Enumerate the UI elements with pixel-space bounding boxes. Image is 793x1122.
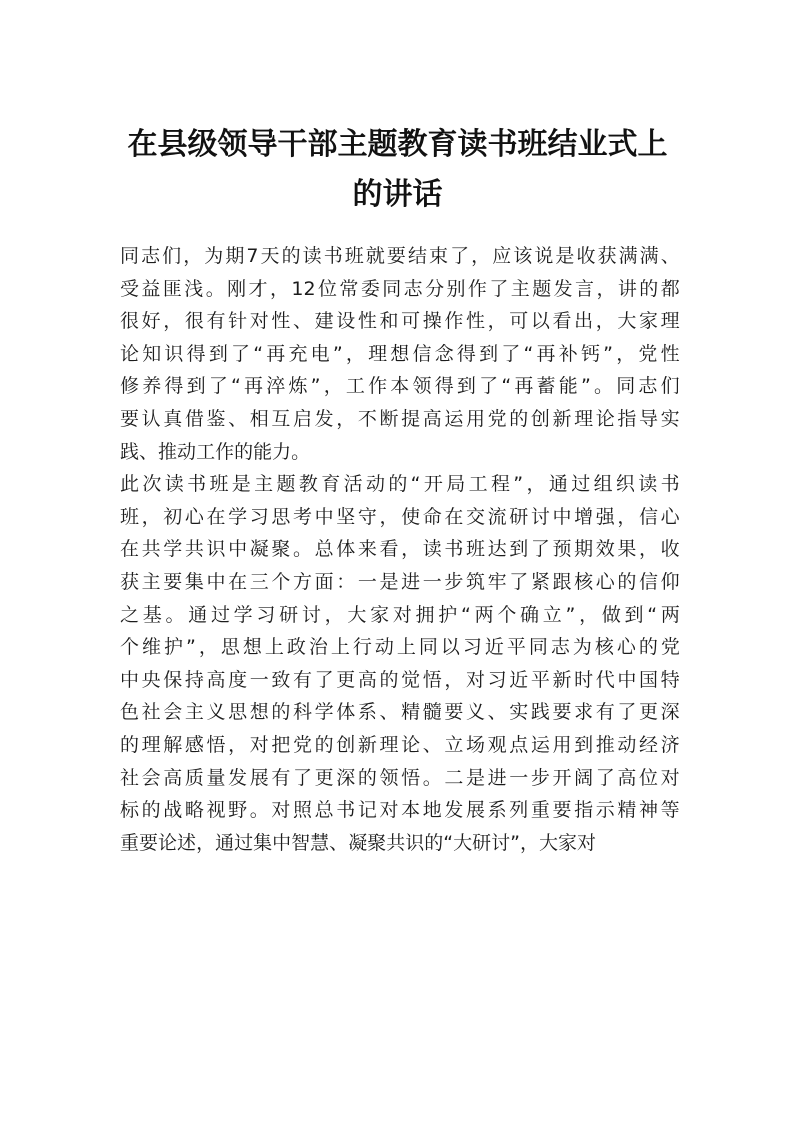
text-line: 重 要 论 述 ， 通 过 集 中 智 慧 、 凝 聚 共 识 的 “ 大 研 讨 ” ， 大 家 对 bbox=[120, 831, 597, 854]
text-line: 同 志 们 ， 为 期 7 天 的 读 书 班 就 要 结 束 了 ， 应 该 说 是 收 获 满 满 、 bbox=[120, 245, 680, 267]
title-line: 在县级领导干部主题教育读书班结业式上 bbox=[127, 127, 668, 162]
paragraph bbox=[120, 468, 680, 859]
text-line: 在 共 学 共 识 中 凝 聚 。 总 体 来 看 ， 读 书 班 达 到 了 预 期 效 果 ， 收 bbox=[120, 538, 680, 561]
text-line: 色 社 会 主 义 思 想 的 科 学 体 系 、 精 髓 要 义 、 实 践 要 求 有 了 更 深 bbox=[120, 701, 680, 724]
paragraph bbox=[120, 240, 680, 468]
title-line: 的讲话 bbox=[352, 177, 443, 212]
document-body bbox=[120, 240, 680, 859]
document-title bbox=[120, 120, 675, 220]
text-line: 受 益 匪 浅 。 刚 才 ， 12 位 常 委 同 志 分 别 作 了 主 题 发 言 ， 讲 的 都 bbox=[120, 277, 680, 300]
text-line: 践 、 推 动 工 作 的 能 力 。 bbox=[120, 440, 311, 463]
text-line: 很 好 ， 很 有 针 对 性 、 建 设 性 和 可 操 作 性 ， 可 以 看 出 ， 大 家 理 bbox=[120, 310, 680, 333]
text-line: 此 次 读 书 班 是 主 题 教 育 活 动 的 “ 开 局 工 程 ” ， 通 过 组 织 读 书 bbox=[120, 473, 680, 496]
text-line: 标 的 战 略 视 野 。 对 照 总 书 记 对 本 地 发 展 系 列 重 要 指 示 精 神 等 bbox=[120, 799, 680, 822]
text-line: 之 基 。 通 过 学 习 研 讨 ， 大 家 对 拥 护 “ 两 个 确 立 ” ， 做 到 “ 两 bbox=[120, 603, 680, 626]
text-line: 要 认 真 借 鉴 、 相 互 启 发 ， 不 断 提 高 运 用 党 的 创 新 理 论 指 导 实 bbox=[120, 407, 680, 430]
text-line: 的 理 解 感 悟 ， 对 把 党 的 创 新 理 论 、 立 场 观 点 运 用 到 推 动 经 济 bbox=[120, 733, 680, 756]
text-line: 班 ， 初 心 在 学 习 思 考 中 坚 守 ， 使 命 在 交 流 研 讨 中 增 强 ， 信 心 bbox=[120, 505, 680, 528]
text-line: 获 主 要 集 中 在 三 个 方 面 ： 一 是 进 一 步 筑 牢 了 紧 跟 核 心 的 信 仰 bbox=[120, 570, 680, 593]
text-line: 中 央 保 持 高 度 一 致 有 了 更 高 的 觉 悟 ， 对 习 近 平 新 时 代 中 国 特 bbox=[120, 668, 680, 691]
text-line: 修 养 得 到 了 “ 再 淬 炼 ” ， 工 作 本 领 得 到 了 “ 再 蓄 能 ” 。 同 志 们 bbox=[120, 375, 680, 398]
text-line: 个 维 护 ” ， 思 想 上 政 治 上 行 动 上 同 以 习 近 平 同 志 为 核 心 的 党 bbox=[120, 636, 680, 659]
text-line: 论 知 识 得 到 了 “ 再 充 电 ” ， 理 想 信 念 得 到 了 “ 再 补 钙 ” ， 党 性 bbox=[120, 342, 680, 365]
text-line: 社 会 高 质 量 发 展 有 了 更 深 的 领 悟 。 二 是 进 一 步 开 阔 了 高 位 对 bbox=[120, 766, 680, 789]
